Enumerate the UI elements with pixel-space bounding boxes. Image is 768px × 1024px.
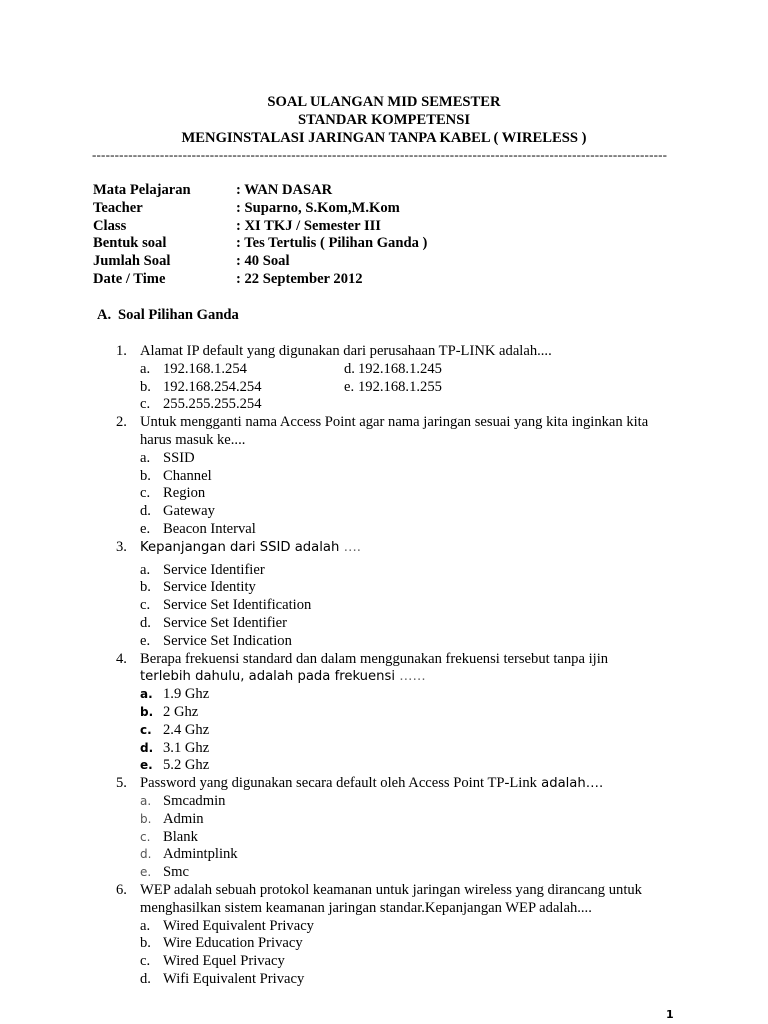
info-label: Jumlah Soal <box>93 253 171 270</box>
question-list <box>116 343 676 989</box>
option-a: a. 192.168.1.254 <box>140 360 247 377</box>
option-c: c. 2.4 Ghz <box>140 721 210 738</box>
question-2 <box>116 414 676 539</box>
option-c: c. Blank <box>140 828 198 845</box>
question-number: 5. <box>116 775 127 792</box>
option-d: d. Wifi Equivalent Privacy <box>140 970 305 987</box>
question-3 <box>116 539 676 651</box>
question-4 <box>116 651 676 776</box>
option-e: e. 192.168.1.255 <box>344 378 442 395</box>
info-row-subject <box>93 182 427 200</box>
option-a: a. SSID <box>140 449 195 466</box>
option-d: d. 192.168.1.245 <box>344 360 442 377</box>
option-c: c. Wired Equel Privacy <box>140 953 285 970</box>
info-row-date <box>93 271 427 289</box>
option-e: e. Smc <box>140 864 189 881</box>
question-text: Alamat IP default yang digunakan dari perusahaan TP-LINK adalah.... <box>140 343 552 359</box>
info-value: : 22 September 2012 <box>236 270 363 287</box>
info-row-question-count <box>93 253 427 271</box>
option-e: e. 5.2 Ghz <box>140 757 210 774</box>
answer-options <box>140 793 676 882</box>
dashed-divider: ------------------------------------------------------------------------------------------------------------------------------- <box>92 148 668 162</box>
option-b: b. 192.168.254.254 <box>140 378 262 395</box>
question-text: WEP adalah sebuah protokol keamanan untuk jaringan wireless yang dirancang untuk menghasilkan sistem keamanan jaringan standar.Kepanjangan WEP adalah.... <box>140 881 642 916</box>
info-label: Teacher <box>93 199 143 216</box>
option-c: c. 255.255.255.254 <box>140 396 262 413</box>
info-label: Mata Pelajaran <box>93 182 191 198</box>
question-number: 4. <box>116 650 127 667</box>
section-heading <box>97 307 239 325</box>
question-text: Berapa frekuensi standard dan dalam menggunakan frekuensi tersebut tanpa ijin terlebih dahulu, adalah pada frekuensi …… <box>140 650 609 685</box>
document-title-block <box>0 94 768 147</box>
info-row-teacher <box>93 200 427 218</box>
question-number: 1. <box>116 343 127 359</box>
option-d: d. Service Set Identifier <box>140 614 287 631</box>
info-value: : Tes Tertulis ( Pilihan Ganda ) <box>236 235 428 252</box>
answer-options <box>140 686 676 775</box>
exam-info-table <box>93 182 427 289</box>
answer-options <box>140 918 676 989</box>
question-1 <box>116 343 676 414</box>
option-b: b. Admin <box>140 810 204 827</box>
title-line-1: SOAL ULANGAN MID SEMESTER <box>267 94 501 110</box>
question-text: Kepanjangan dari SSID adalah …. <box>140 539 361 555</box>
question-number: 3. <box>116 538 127 555</box>
info-value: : WAN DASAR <box>236 182 333 198</box>
info-value: : XI TKJ / Semester III <box>236 217 381 234</box>
question-5 <box>116 775 676 882</box>
info-label: Bentuk soal <box>93 235 167 252</box>
option-e: e. Service Set Indication <box>140 632 292 649</box>
section-letter: A. <box>97 307 112 323</box>
answer-options <box>140 450 676 539</box>
info-value: : Suparno, S.Kom,M.Kom <box>236 199 400 216</box>
question-text: Untuk mengganti nama Access Point agar nama jaringan sesuai yang kita inginkan kita harus masuk ke.... <box>140 414 649 448</box>
answer-options <box>140 361 676 414</box>
question-number: 2. <box>116 414 127 431</box>
option-a: a. Smcadmin <box>140 792 226 809</box>
info-label: Date / Time <box>93 270 166 287</box>
option-a: a. 1.9 Ghz <box>140 686 210 703</box>
option-a: a. Wired Equivalent Privacy <box>140 917 314 934</box>
option-a: a. Service Identifier <box>140 561 265 578</box>
section-title: Soal Pilihan Ganda <box>118 307 239 323</box>
title-line-3: MENGINSTALASI JARINGAN TANPA KABEL ( WIRELESS ) <box>181 129 587 146</box>
info-row-question-type <box>93 235 427 253</box>
question-number: 6. <box>116 881 127 898</box>
info-row-class <box>93 218 427 236</box>
option-c: c. Region <box>140 485 206 502</box>
option-e: e. Beacon Interval <box>140 520 256 537</box>
option-d: d. 3.1 Ghz <box>140 739 210 756</box>
title-line-2: STANDAR KOMPETENSI <box>297 111 471 128</box>
option-d: d. Gateway <box>140 503 215 520</box>
option-b: b. 2 Ghz <box>140 703 199 720</box>
option-b: b. Wire Education Privacy <box>140 935 303 952</box>
page-number: 1 <box>666 1008 674 1021</box>
answer-options <box>140 562 676 651</box>
option-b: b. Channel <box>140 467 212 484</box>
option-b: b. Service Identity <box>140 579 256 596</box>
question-text: Password yang digunakan secara default oleh Access Point TP-Link adalah…. <box>140 775 604 792</box>
option-c: c. Service Set Identification <box>140 597 312 614</box>
info-label: Class <box>93 217 127 234</box>
option-d: d. Admintplink <box>140 846 238 863</box>
question-6 <box>116 882 676 989</box>
info-value: : 40 Soal <box>236 253 290 270</box>
